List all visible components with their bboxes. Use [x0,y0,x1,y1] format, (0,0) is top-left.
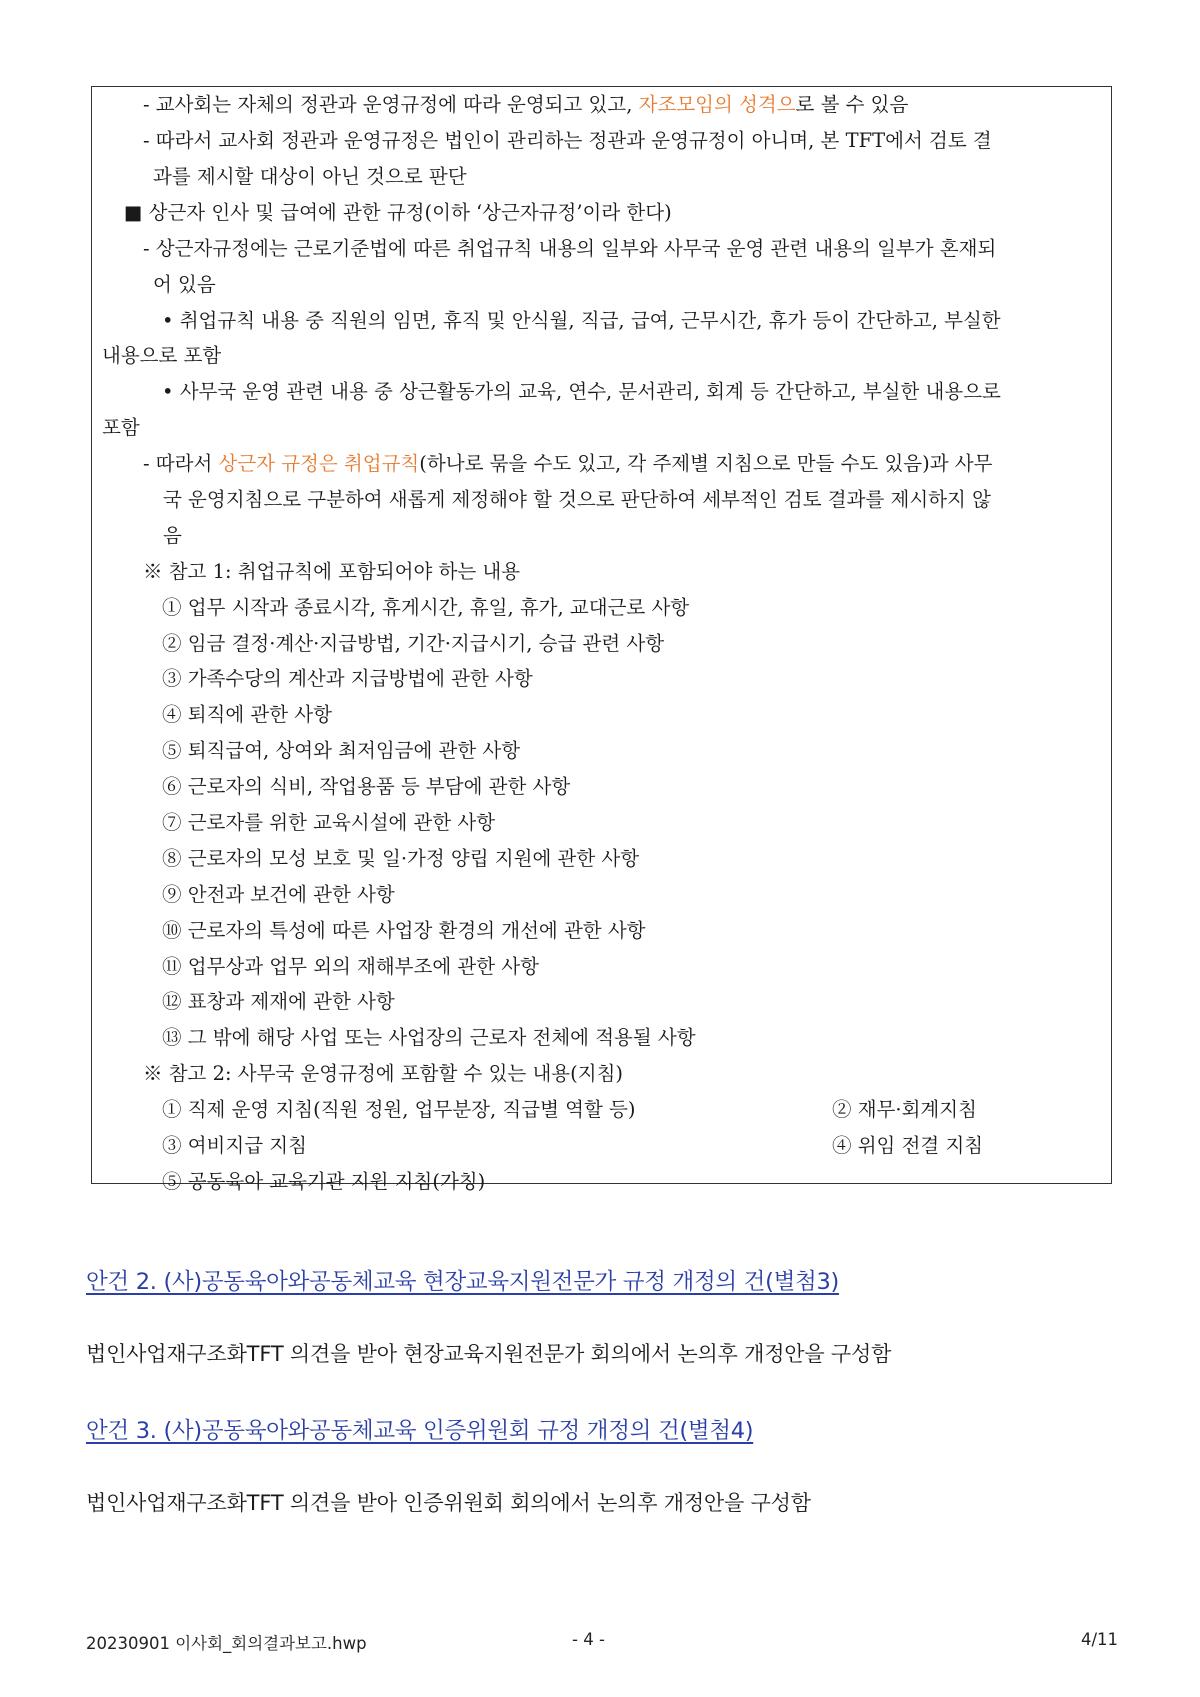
bullet-employment-rules: • 취업규칙 내용 중 직원의 임면, 휴직 및 안식월, 직급, 급여, 근무시간, 휴가 등이 간단하고, 부실한 [162,309,1001,332]
reference-1-item: ⑤ 퇴직급여, 상여와 최저임금에 관한 사항 [162,739,521,762]
reference-1-item: ⑬ 그 밖에 해당 사업 또는 사업장의 근로자 전체에 적용될 사항 [162,1026,696,1049]
reference-2-item: ① 직제 운영 지침(직원 정원, 업무분장, 직급별 역할 등) [162,1098,636,1121]
highlight-text: 상근자 규정은 취업규칙 [218,452,420,475]
box-line-8: 내용으로 포함 [102,344,222,367]
box-line-6: 어 있음 [153,273,216,296]
box-line-12: 국 운영지침으로 구분하여 새롭게 제정해야 할 것으로 판단하여 세부적인 검토 결과를 제시하지 않 [163,488,991,511]
reference-2-title: ※ 참고 2: 사무국 운영규정에 포함할 수 있는 내용(지침) [143,1062,624,1085]
footer-filename: 20230901 이사회_회의결과보고.hwp [86,1634,367,1653]
reference-1-item: ⑥ 근로자의 식비, 작업용품 등 부담에 관한 사항 [162,775,571,798]
reference-1-item: ③ 가족수당의 계산과 지급방법에 관한 사항 [162,667,533,690]
box-line-1: - 교사회는 자체의 정관과 운영규정에 따라 운영되고 있고, 자조모임의 성격으로 볼 수 있음 [143,93,909,116]
reference-1-item: ① 업무 시작과 종료시각, 휴게시간, 휴일, 휴가, 교대근로 사항 [162,596,690,619]
agenda-3-heading: 안건 3. (사)공동육아와공동체교육 인증위원회 규정 개정의 건(별첨4) [86,1418,754,1444]
box-line-3: 과를 제시할 대상이 아닌 것으로 판단 [153,165,467,188]
agenda-2-body: 법인사업재구조화TFT 의견을 받아 현장교육지원전문가 회의에서 논의후 개정안을 구성함 [86,1342,892,1366]
reference-1-item: ④ 퇴직에 관한 사항 [162,703,332,726]
reference-2-item: ⑤ 공동육아 교육기관 지원 지침(가칭) [162,1170,486,1193]
highlight-text: 자조모임의 성격으 [638,93,796,116]
agenda-2-heading: 안건 2. (사)공동육아와공동체교육 현장교육지원전문가 규정 개정의 건(별첨3) [86,1269,839,1295]
footer-page-count: 4/11 [1081,1630,1119,1649]
box-line-5: - 상근자규정에는 근로기준법에 따른 취업규칙 내용의 일부와 사무국 운영 관련 내용의 일부가 혼재되 [143,237,997,260]
reference-1-item: ⑪ 업무상과 업무 외의 재해부조에 관한 사항 [162,955,539,978]
reference-1-item: ⑧ 근로자의 모성 보호 및 일·가정 양립 지원에 관한 사항 [162,847,640,870]
box-line-2: - 따라서 교사회 정관과 운영규정은 법인이 관리하는 정관과 운영규정이 아니며, 본 TFT에서 검토 결 [143,129,992,152]
reference-2-item: ③ 여비지급 지침 [162,1134,307,1157]
box-line-11: - 따라서 상근자 규정은 취업규칙(하나로 묶을 수도 있고, 각 주제별 지침으로 만들 수도 있음)과 사무 [143,452,993,475]
agenda-3-body: 법인사업재구조화TFT 의견을 받아 인증위원회 회의에서 논의후 개정안을 구성함 [86,1491,811,1515]
bullet-office-operation: • 사무국 운영 관련 내용 중 상근활동가의 교육, 연수, 문서관리, 회계 등 간단하고, 부실한 내용으로 [162,380,1001,403]
reference-1-item: ② 임금 결정·계산·지급방법, 기간·지급시기, 승급 관련 사항 [162,632,665,655]
reference-1-item: ⑫ 표창과 제재에 관한 사항 [162,990,395,1013]
reference-1-item: ⑦ 근로자를 위한 교육시설에 관한 사항 [162,811,496,834]
footer-page-number: - 4 - [572,1630,605,1649]
reference-2-item: ④ 위임 전결 지침 [832,1134,984,1157]
reference-1-item: ⑨ 안전과 보건에 관한 사항 [162,883,395,906]
box-line-10: 포함 [102,416,140,439]
reference-1-item: ⑩ 근로자의 특성에 따른 사업장 환경의 개선에 관한 사항 [162,919,646,942]
reference-2-item: ② 재무·회계지침 [832,1098,977,1121]
reference-1-title: ※ 참고 1: 취업규칙에 포함되어야 하는 내용 [143,560,521,583]
box-line-13: 음 [163,524,182,547]
section-heading-regulation: ■ 상근자 인사 및 급여에 관한 규정(이하 ‘상근자규정’이라 한다) [124,201,672,224]
